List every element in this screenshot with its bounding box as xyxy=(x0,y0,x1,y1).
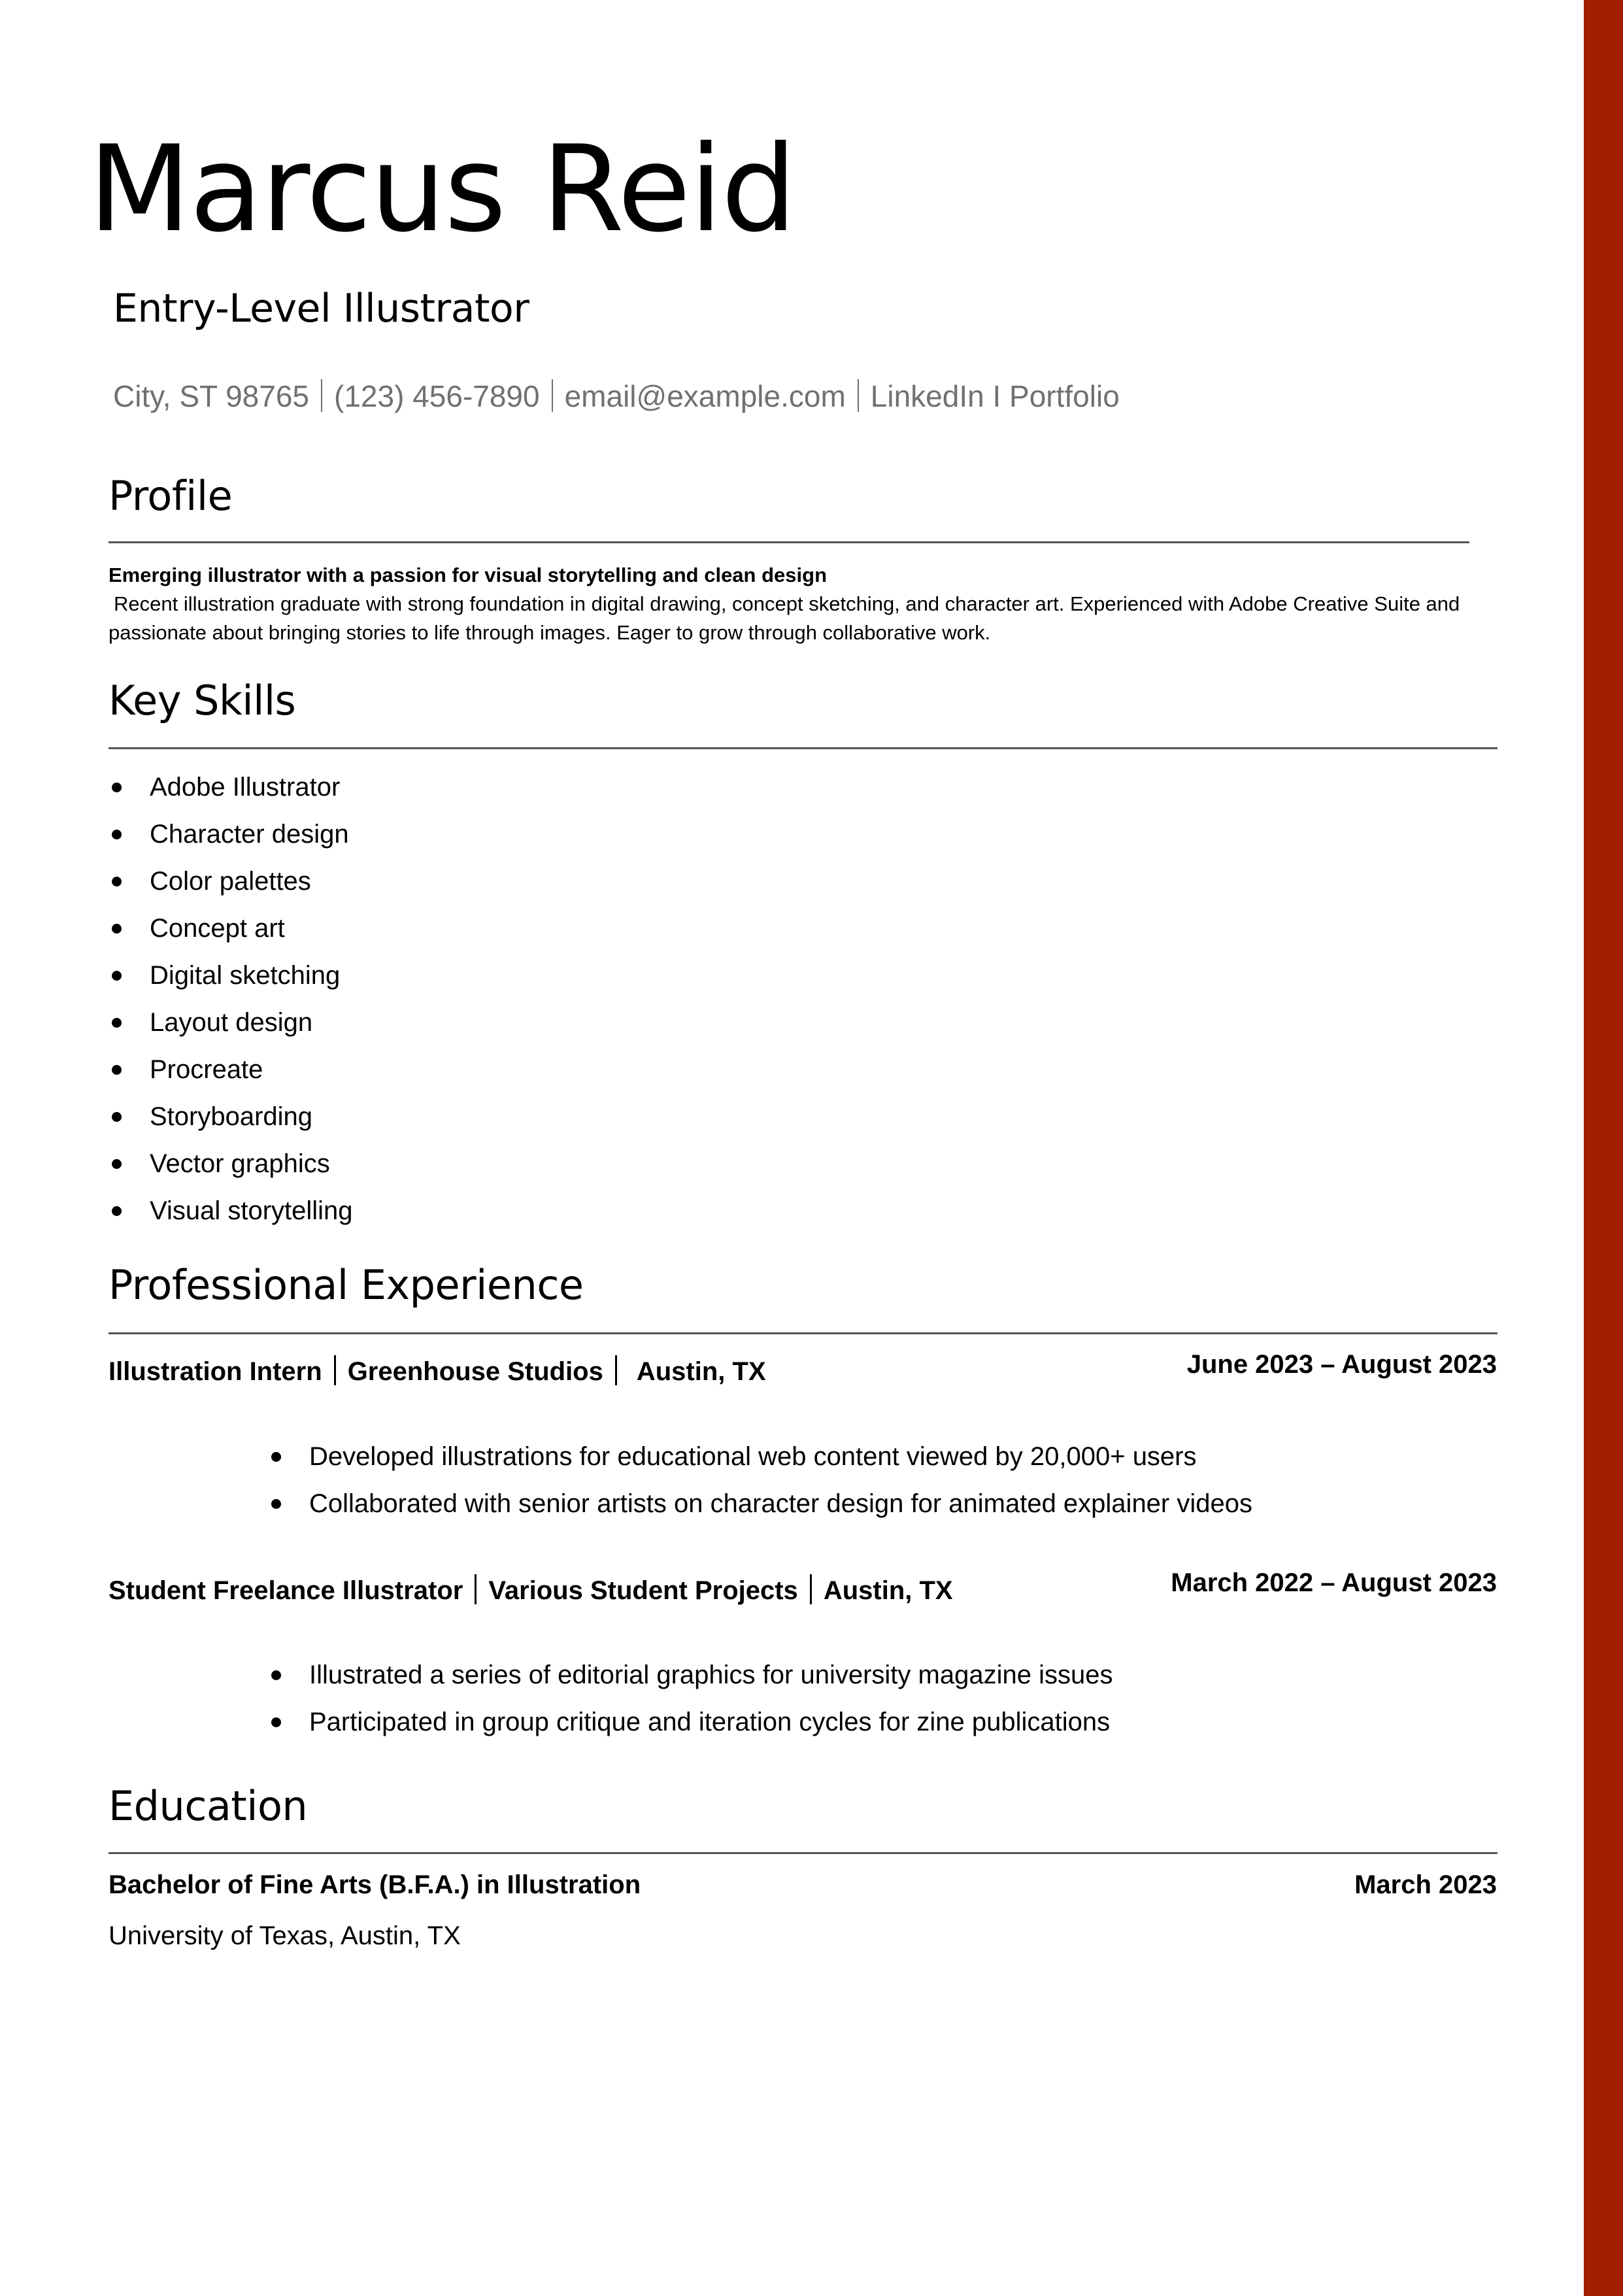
bullet-icon xyxy=(112,1159,122,1169)
skill-item xyxy=(109,952,353,999)
job-dates: June 2023 – August 2023 xyxy=(1186,1350,1497,1379)
skill-item xyxy=(109,1093,353,1140)
contact-separator xyxy=(552,379,553,412)
skill-item xyxy=(109,811,353,858)
skill-item xyxy=(109,905,353,952)
skills-heading: Key Skills xyxy=(109,677,296,724)
skill-item xyxy=(109,858,353,905)
skill-label: Vector graphics xyxy=(150,1149,330,1178)
bullet-icon xyxy=(112,830,122,839)
job-dates: March 2022 – August 2023 xyxy=(1171,1568,1497,1597)
job-location: Austin, TX xyxy=(636,1357,766,1386)
skill-label: Character design xyxy=(150,820,349,849)
bullet-icon xyxy=(112,1065,122,1075)
duty-item xyxy=(268,1698,1113,1746)
job-duties xyxy=(268,1651,1113,1746)
skill-item xyxy=(109,999,353,1046)
profile-body: Recent illustration graduate with strong foundation in digital drawing, concept sketching, and character art. Experienced with Adobe Creative Suite and passionate about bringing stories to life through images. Eager to grow through collaborative work. xyxy=(109,592,1460,644)
skill-label: Layout design xyxy=(150,1008,313,1037)
duty-item xyxy=(268,1480,1252,1527)
experience-heading: Professional Experience xyxy=(109,1261,584,1309)
job-separator xyxy=(334,1355,336,1385)
contact-line xyxy=(113,379,1120,412)
skill-label: Visual storytelling xyxy=(150,1196,353,1225)
job-company: Greenhouse Studios xyxy=(347,1357,603,1386)
skills-list xyxy=(109,764,353,1234)
experience-divider xyxy=(109,1332,1498,1334)
education-degree: Bachelor of Fine Arts (B.F.A.) in Illustration xyxy=(109,1870,641,1899)
contact-separator xyxy=(321,379,322,412)
bullet-icon xyxy=(112,924,122,934)
contact-email[interactable]: email@example.com xyxy=(564,379,846,413)
bullet-icon xyxy=(112,783,122,792)
skill-label: Color palettes xyxy=(150,867,311,896)
skill-item xyxy=(109,1140,353,1187)
bullet-icon xyxy=(271,1717,281,1727)
skill-item xyxy=(109,1187,353,1234)
profile-divider xyxy=(109,541,1469,543)
contact-phone: (123) 456-7890 xyxy=(334,379,540,413)
candidate-name: Marcus Reid xyxy=(88,120,795,258)
duty-item xyxy=(268,1651,1113,1698)
job-separator xyxy=(475,1574,477,1604)
skill-label: Concept art xyxy=(150,914,285,943)
contact-location: City, ST 98765 xyxy=(113,379,310,413)
job-company: Various Student Projects xyxy=(488,1576,798,1605)
bullet-icon xyxy=(112,971,122,981)
accent-side-bar xyxy=(1584,0,1623,2296)
bullet-icon xyxy=(271,1452,281,1462)
job-separator xyxy=(810,1574,812,1604)
contact-separator xyxy=(858,379,859,412)
skill-label: Storyboarding xyxy=(150,1102,313,1131)
education-divider xyxy=(109,1852,1498,1854)
skill-label: Adobe Illustrator xyxy=(150,773,341,802)
duty-text: Illustrated a series of editorial graphics for university magazine issues xyxy=(309,1661,1113,1689)
skill-item xyxy=(109,764,353,811)
job-role: Illustration Intern xyxy=(109,1357,322,1386)
skill-item xyxy=(109,1046,353,1093)
bullet-icon xyxy=(271,1670,281,1680)
skill-label: Procreate xyxy=(150,1055,263,1084)
education-heading: Education xyxy=(109,1782,308,1830)
bullet-icon xyxy=(112,1206,122,1216)
duty-text: Developed illustrations for educational web content viewed by 20,000+ users xyxy=(309,1442,1197,1471)
bullet-icon xyxy=(112,877,122,886)
profile-summary xyxy=(109,561,1481,647)
duty-text: Participated in group critique and iteration cycles for zine publications xyxy=(309,1708,1111,1736)
job-location: Austin, TX xyxy=(823,1576,953,1605)
education-school: University of Texas, Austin, TX xyxy=(109,1921,461,1950)
duty-text: Collaborated with senior artists on character design for animated explainer videos xyxy=(309,1489,1252,1518)
contact-links[interactable]: LinkedIn I Portfolio xyxy=(870,379,1120,413)
skill-label: Digital sketching xyxy=(150,961,341,990)
job-role: Student Freelance Illustrator xyxy=(109,1576,463,1605)
education-date: March 2023 xyxy=(1354,1870,1497,1899)
job-separator xyxy=(615,1355,617,1385)
bullet-icon xyxy=(112,1018,122,1028)
skills-divider xyxy=(109,747,1498,749)
bullet-icon xyxy=(271,1499,281,1509)
candidate-title: Entry-Level Illustrator xyxy=(113,286,529,331)
job-duties xyxy=(268,1433,1252,1527)
profile-heading: Profile xyxy=(109,472,233,520)
duty-item xyxy=(268,1433,1252,1480)
profile-lead: Emerging illustrator with a passion for visual storytelling and clean design xyxy=(109,564,828,586)
bullet-icon xyxy=(112,1112,122,1122)
